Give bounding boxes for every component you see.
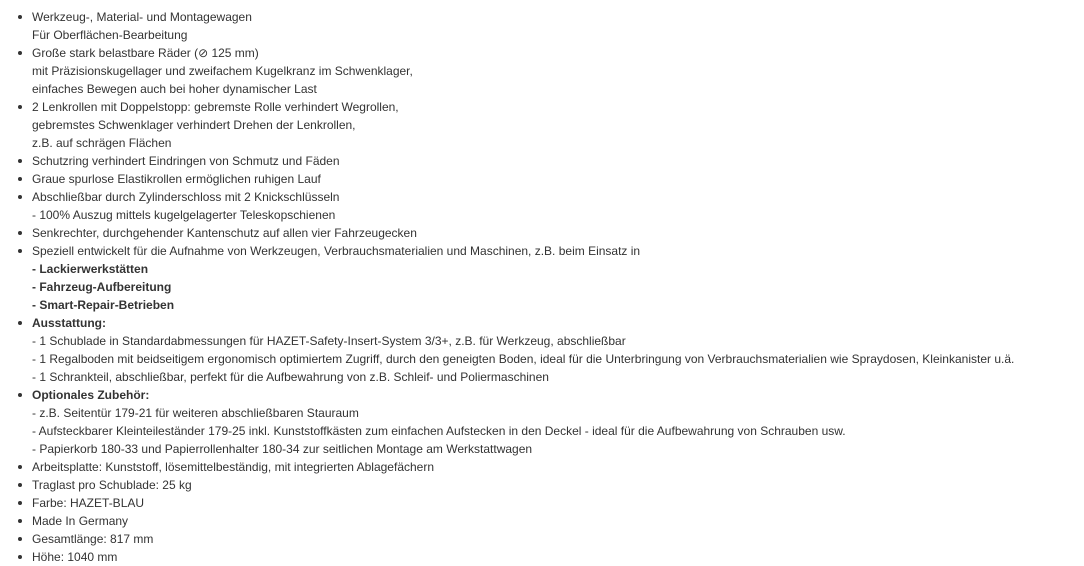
- feature-subline: einfaches Bewegen auch bei hoher dynamischer Last: [32, 82, 317, 96]
- feature-text: Schutzring verhindert Eindringen von Schmutz und Fäden: [32, 154, 340, 168]
- feature-text: Graue spurlose Elastikrollen ermöglichen ruhigen Lauf: [32, 172, 321, 186]
- bullet-icon: [18, 537, 22, 541]
- feature-list-item: [32, 494, 1076, 512]
- feature-list-item: [32, 458, 1076, 476]
- feature-subline: - Papierkorb 180-33 und Papierrollenhalter 180-34 zur seitlichen Montage am Werkstattwagen: [32, 442, 533, 456]
- bullet-icon: [18, 231, 22, 235]
- feature-list-item: [32, 242, 1076, 314]
- feature-text: Ausstattung:: [32, 316, 106, 330]
- feature-list-item: [32, 314, 1076, 386]
- feature-subline: z.B. auf schrägen Flächen: [32, 136, 172, 150]
- feature-text: Große stark belastbare Räder (⊘ 125 mm): [32, 46, 259, 60]
- feature-list-item: [32, 44, 1076, 98]
- feature-list-item: [32, 224, 1076, 242]
- bullet-icon: [18, 483, 22, 487]
- feature-subline: - 1 Regalboden mit beidseitigem ergonomisch optimiertem Zugriff, durch den geneigten Boden, ideal für die Unterbringung von Verbrauchsmaterialien wie Spraydosen, Kleinkanister u.ä.: [32, 352, 1015, 366]
- bullet-icon: [18, 249, 22, 253]
- feature-list-item: [32, 8, 1076, 44]
- feature-list-item: [32, 152, 1076, 170]
- feature-text: Gesamtlänge: 817 mm: [32, 532, 154, 546]
- feature-subline: - Lackierwerkstätten: [32, 262, 149, 276]
- feature-text: Speziell entwickelt für die Aufnahme von Werkzeugen, Verbrauchsmaterialien und Maschinen, z.B. beim Einsatz in: [32, 244, 641, 258]
- feature-subline: mit Präzisionskugellager und zweifachem Kugelkranz im Schwenklager,: [32, 64, 413, 78]
- bullet-icon: [18, 321, 22, 325]
- feature-text: Arbeitsplatte: Kunststoff, lösemittelbeständig, mit integrierten Ablagefächern: [32, 460, 435, 474]
- feature-text: Werkzeug-, Material- und Montagewagen: [32, 10, 252, 24]
- feature-list: [32, 8, 1076, 566]
- bullet-icon: [18, 159, 22, 163]
- feature-list-item: [32, 386, 1076, 458]
- bullet-icon: [18, 501, 22, 505]
- feature-text: Made In Germany: [32, 514, 129, 528]
- feature-text: 2 Lenkrollen mit Doppelstopp: gebremste Rolle verhindert Wegrollen,: [32, 100, 399, 114]
- feature-list-item: [32, 530, 1076, 548]
- feature-subline: - Fahrzeug-Aufbereitung: [32, 280, 172, 294]
- bullet-icon: [18, 15, 22, 19]
- bullet-icon: [18, 393, 22, 397]
- feature-text: Abschließbar durch Zylinderschloss mit 2 Knickschlüsseln: [32, 190, 340, 204]
- bullet-icon: [18, 195, 22, 199]
- feature-list-item: [32, 98, 1076, 152]
- feature-subline: gebremstes Schwenklager verhindert Drehen der Lenkrollen,: [32, 118, 356, 132]
- feature-list-item: [32, 476, 1076, 494]
- bullet-icon: [18, 177, 22, 181]
- feature-text: Optionales Zubehör:: [32, 388, 150, 402]
- feature-list-item: [32, 512, 1076, 530]
- feature-text: Traglast pro Schublade: 25 kg: [32, 478, 192, 492]
- feature-subline: - 1 Schrankteil, abschließbar, perfekt für die Aufbewahrung von z.B. Schleif- und Poliermaschinen: [32, 370, 549, 384]
- bullet-icon: [18, 465, 22, 469]
- feature-subline: - Aufsteckbarer Kleinteileständer 179-25 inkl. Kunststoffkästen zum einfachen Aufstecken in den Deckel - ideal für die Aufbewahrung von Schrauben usw.: [32, 424, 846, 438]
- feature-list-item: [32, 170, 1076, 188]
- bullet-icon: [18, 51, 22, 55]
- feature-list-item: [32, 548, 1076, 566]
- feature-subline: - 100% Auszug mittels kugelgelagerter Teleskopschienen: [32, 208, 336, 222]
- feature-subline: - Smart-Repair-Betrieben: [32, 298, 175, 312]
- feature-list-item: [32, 188, 1076, 224]
- feature-subline: - z.B. Seitentür 179-21 für weiteren abschließbaren Stauraum: [32, 406, 359, 420]
- feature-subline: Für Oberflächen-Bearbeitung: [32, 28, 188, 42]
- feature-subline: - 1 Schublade in Standardabmessungen für HAZET-Safety-Insert-System 3/3+, z.B. für Werkzeug, abschließbar: [32, 334, 626, 348]
- bullet-icon: [18, 555, 22, 559]
- feature-text: Farbe: HAZET-BLAU: [32, 496, 145, 510]
- bullet-icon: [18, 105, 22, 109]
- feature-text: Senkrechter, durchgehender Kantenschutz auf allen vier Fahrzeugecken: [32, 226, 417, 240]
- feature-text: Höhe: 1040 mm: [32, 550, 118, 564]
- bullet-icon: [18, 519, 22, 523]
